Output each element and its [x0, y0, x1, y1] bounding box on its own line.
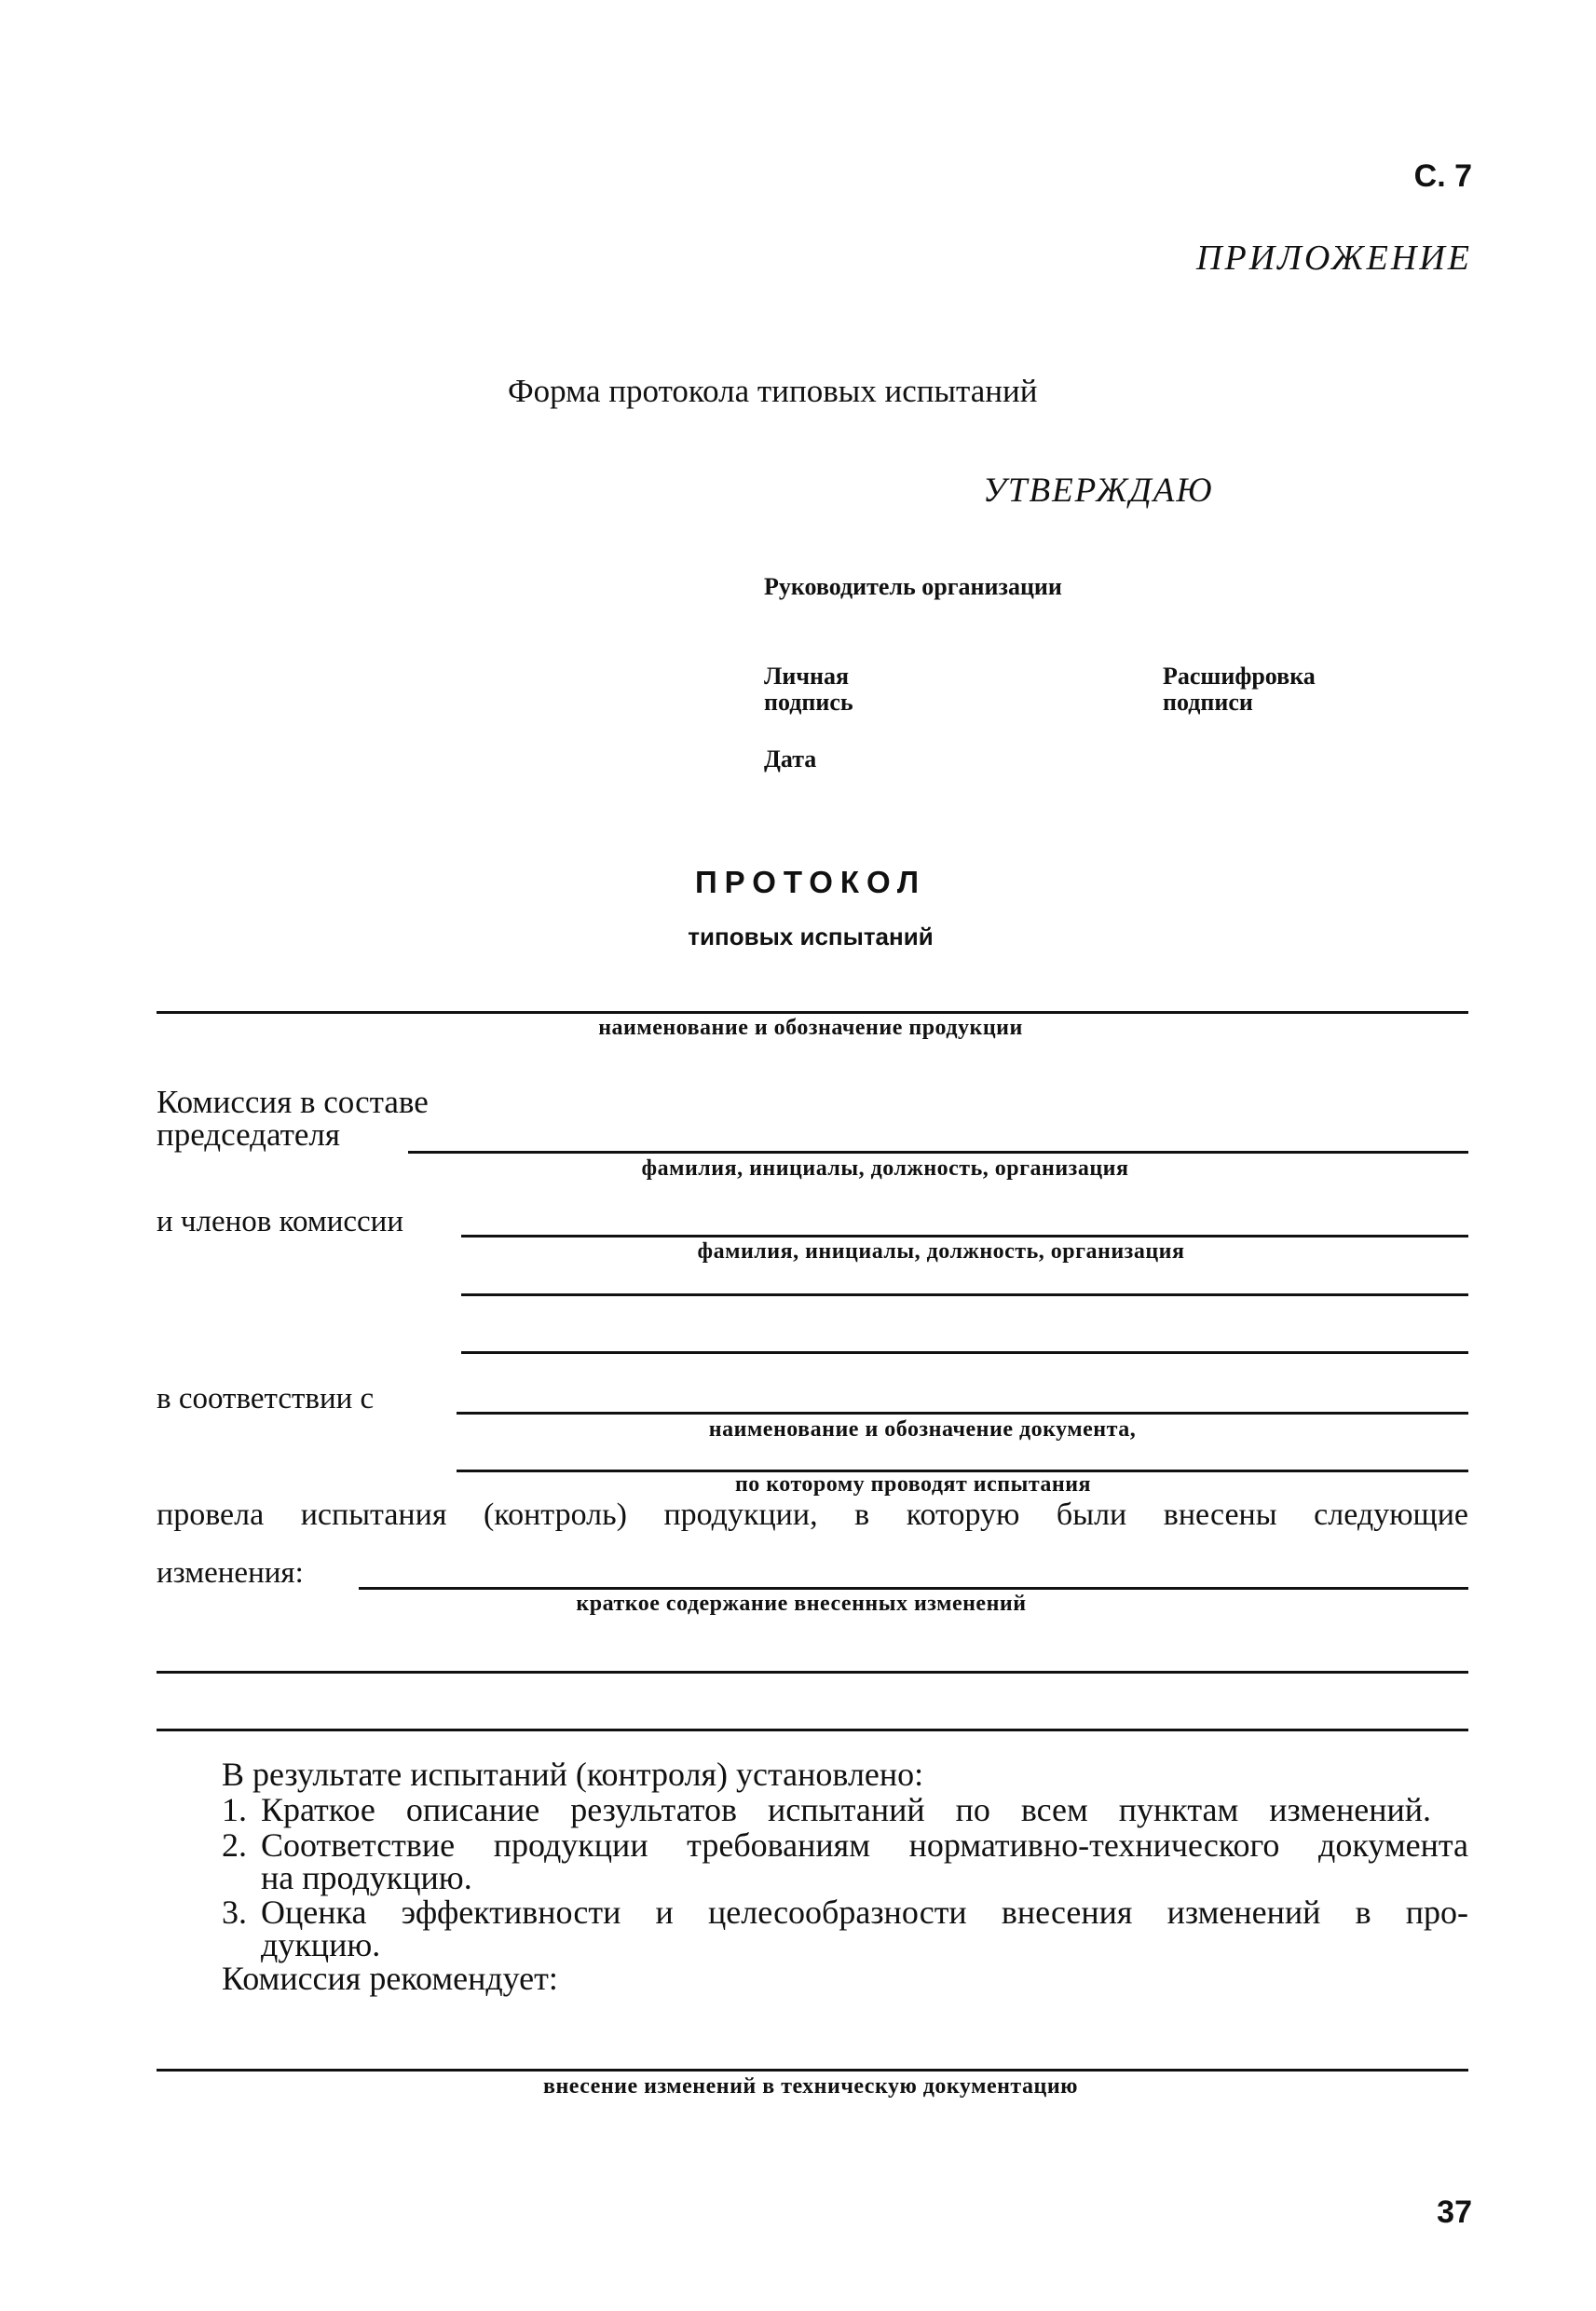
result-item-3-number: 3.: [222, 1894, 247, 1931]
chairman-label: председателя: [157, 1116, 340, 1153]
chairman-fill-line: [408, 1151, 1468, 1154]
personal-signature-label: [764, 663, 853, 716]
changes-fill-line-2: [157, 1671, 1468, 1674]
document-caption-2: по которому проводят испытания: [734, 1472, 1092, 1497]
members-fill-line-2: [461, 1293, 1468, 1296]
results-intro: В результате испытаний (контроля) установлено:: [222, 1756, 924, 1793]
document-fill-line: [457, 1412, 1468, 1415]
changes-fill-line-3: [157, 1729, 1468, 1731]
members-fill-line: [461, 1235, 1468, 1238]
product-caption: наименование и обозначение продукции: [598, 1016, 1023, 1040]
members-label: и членов комиссии: [157, 1205, 403, 1238]
result-item-2-text: Соответствие продукции требованиям нормативно-технического документа: [261, 1826, 1468, 1864]
page-number: 37: [1437, 2195, 1472, 2230]
result-item-1-number: 1.: [222, 1791, 247, 1828]
protocol-title: ПРОТОКОЛ: [694, 865, 927, 899]
document-caption: наименование и обозначение документа,: [708, 1417, 1137, 1442]
page-reference: С. 7: [1413, 158, 1472, 194]
commission-label: Комиссия в составе: [157, 1084, 429, 1120]
members-fill-line-3: [461, 1351, 1468, 1354]
signature-label-line1: Личная: [764, 663, 850, 690]
accordance-label: в соответствии с: [157, 1382, 375, 1415]
form-title: Форма протокола типовых испытаний: [508, 373, 1038, 409]
commission-recommends: Комиссия рекомендует:: [222, 1960, 558, 1997]
result-item-3-continuation: дукцию.: [261, 1926, 381, 1963]
changes-caption: краткое содержание внесенных изменений: [576, 1592, 1027, 1616]
signature-decoding-label: [1163, 663, 1316, 716]
signature-label-line2: подпись: [764, 689, 853, 716]
appendix-heading: ПРИЛОЖЕНИЕ: [1196, 239, 1472, 278]
approval-title: УТВЕРЖДАЮ: [983, 472, 1214, 510]
result-item-1-text: Краткое описание результатов испытаний по всем пунктам изменений.: [261, 1791, 1431, 1828]
product-fill-line: [157, 1011, 1468, 1014]
date-label: Дата: [764, 745, 817, 773]
members-caption: фамилия, инициалы, должность, организация: [697, 1239, 1185, 1264]
chairman-caption: фамилия, инициалы, должность, организация: [641, 1156, 1129, 1181]
result-item-3-text: Оценка эффективности и целесообразности внесения изменений в про-: [261, 1894, 1468, 1931]
decoding-label-line1: Расшифровка: [1163, 663, 1316, 690]
result-item-2-continuation: на продукцию.: [261, 1859, 472, 1896]
changes-fill-line: [359, 1587, 1468, 1590]
protocol-subtitle: типовых испытаний: [688, 923, 934, 950]
changes-label: изменения:: [157, 1556, 304, 1590]
conducted-tests-text: провела испытания (контроль) продукции, в которую были внесены следующие: [157, 1497, 1468, 1532]
decoding-label-line2: подписи: [1163, 689, 1253, 716]
recommendation-caption: внесение изменений в техническую документацию: [543, 2074, 1078, 2099]
recommendation-fill-line: [157, 2069, 1468, 2072]
result-item-2-number: 2.: [222, 1826, 247, 1864]
organization-head-label: Руководитель организации: [764, 573, 1062, 600]
